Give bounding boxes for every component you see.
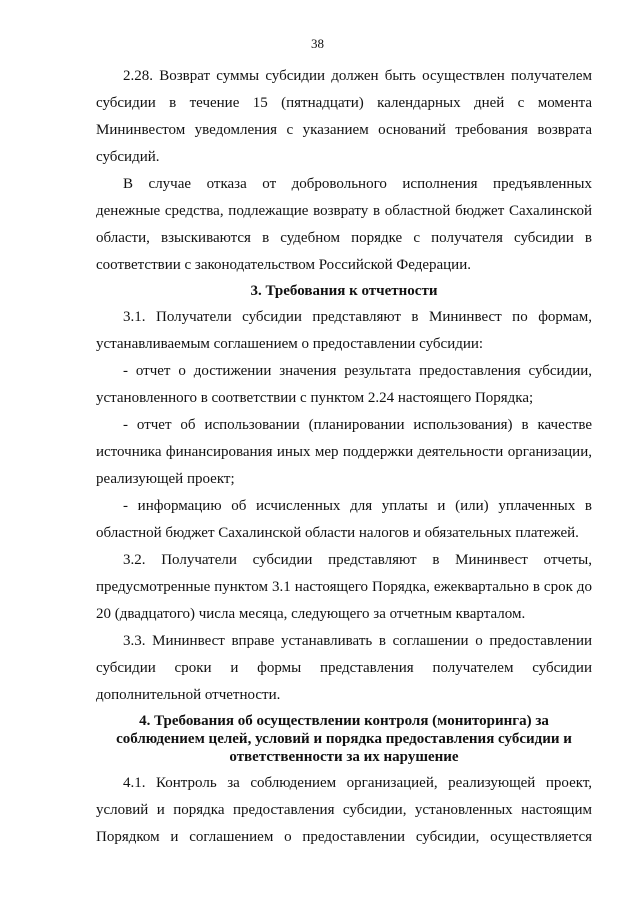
page-number: 38 (311, 36, 324, 51)
bullet-1-line-2: установленного в соответствии с пунктом 2.24 настоящего Порядка; (96, 390, 534, 406)
bullet-2-line-2: источника финансирования иных мер поддержки деятельности организации, (96, 444, 592, 460)
paragraph-3-3-line-2: субсидии сроки и формы представления получателем субсидии (96, 660, 592, 676)
section-3-heading: 3. Требования к отчетности (250, 283, 438, 299)
paragraph-2-28-line-3: Мининвестом уведомления с указанием оснований требования возврата (96, 122, 592, 138)
refusal-paragraph-line-2: денежные средства, подлежащие возврату в областной бюджет Сахалинской (96, 203, 592, 219)
paragraph-2-28-line-4: субсидий. (96, 149, 160, 165)
paragraph-4-1-line-3: Порядком и соглашением о предоставлении субсидии, осуществляется (96, 829, 592, 845)
paragraph-3-2-line-1: 3.2. Получатели субсидии представляют в Мининвест отчеты, (123, 552, 592, 568)
bullet-2-line-1: - отчет об использовании (планировании использования) в качестве (123, 417, 592, 433)
section-4-heading-line-1: 4. Требования об осуществлении контроля (мониторинга) за (139, 713, 549, 729)
paragraph-4-1-line-2: условий и порядка предоставления субсидии, установленных настоящим (96, 802, 592, 818)
paragraph-3-2-line-3: 20 (двадцатого) числа месяца, следующего за отчетным кварталом. (96, 606, 526, 622)
paragraph-2-28-line-1: 2.28. Возврат суммы субсидии должен быть осуществлен получателем (123, 68, 592, 84)
refusal-paragraph-line-1: В случае отказа от добровольного исполнения предъявленных (123, 176, 592, 192)
paragraph-3-1-line-2: устанавливаемым соглашением о предоставлении субсидии: (96, 336, 484, 352)
bullet-2-line-3: реализующей проект; (96, 471, 235, 487)
paragraph-2-28-line-2: субсидии в течение 15 (пятнадцати) календарных дней с момента (96, 95, 592, 111)
bullet-3-line-1: - информацию об исчисленных для уплаты и (или) уплаченных в (123, 498, 592, 514)
paragraph-4-1-line-1: 4.1. Контроль за соблюдением организацией, реализующей проект, (123, 775, 592, 791)
paragraph-3-2-line-2: предусмотренные пунктом 3.1 настоящего Порядка, ежеквартально в срок до (96, 579, 592, 595)
paragraph-3-3-line-3: дополнительной отчетности. (96, 687, 281, 703)
section-4-heading-line-3: ответственности за их нарушение (229, 749, 459, 765)
paragraph-3-1-line-1: 3.1. Получатели субсидии представляют в Мининвест по формам, (123, 309, 592, 325)
refusal-paragraph-line-3: области, взыскиваются в судебном порядке с получателя субсидии в (96, 230, 592, 246)
paragraph-3-3-line-1: 3.3. Мининвест вправе устанавливать в соглашении о предоставлении (123, 633, 592, 649)
refusal-paragraph-line-4: соответствии с законодательством Российской Федерации. (96, 257, 471, 273)
section-4-heading-line-2: соблюдением целей, условий и порядка предоставления субсидии и (116, 731, 572, 747)
bullet-3-line-2: областной бюджет Сахалинской области налогов и обязательных платежей. (96, 525, 579, 541)
bullet-1-line-1: - отчет о достижении значения результата предоставления субсидии, (123, 363, 592, 379)
